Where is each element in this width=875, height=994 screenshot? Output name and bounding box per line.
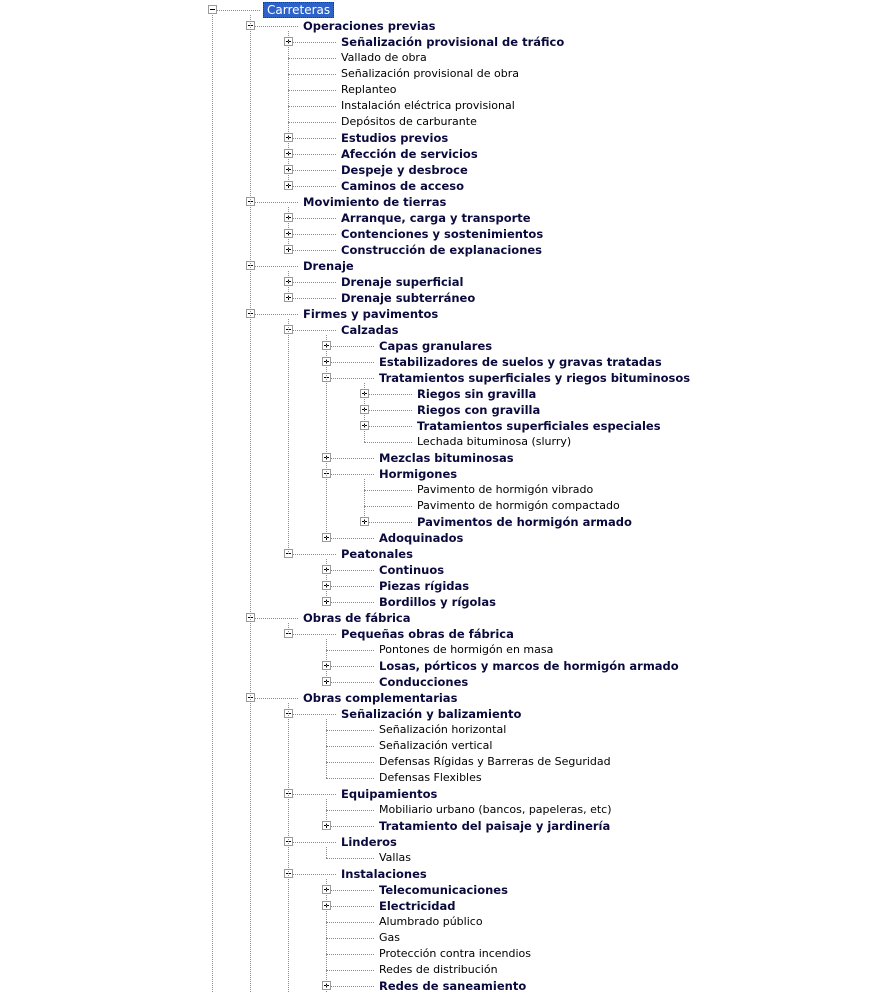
tree-node-pavimento-de-hormigon-vibrado[interactable] bbox=[0, 482, 875, 498]
tree-connector bbox=[293, 554, 336, 555]
tree-connector bbox=[288, 74, 336, 75]
tree-connector bbox=[369, 522, 412, 523]
tree-node-label[interactable]: Replanteo bbox=[341, 83, 397, 96]
tree-node-tratamientos-superficiales-especiales[interactable] bbox=[0, 418, 875, 434]
tree-connector bbox=[293, 298, 336, 299]
tree-connector bbox=[293, 874, 336, 875]
tree-node-equipamientos[interactable] bbox=[0, 786, 875, 802]
tree-vertical-connector bbox=[326, 879, 327, 992]
tree-node-label[interactable]: Gas bbox=[379, 931, 400, 944]
tree-node-peatonales[interactable] bbox=[0, 546, 875, 562]
tree-connector bbox=[293, 138, 336, 139]
tree-connector bbox=[293, 170, 336, 171]
tree-node-label[interactable]: Pequeñas obras de fábrica bbox=[341, 627, 514, 641]
tree-node-capas-granulares[interactable] bbox=[0, 338, 875, 354]
tree-connector bbox=[293, 42, 336, 43]
tree-node-label[interactable]: Riegos con gravilla bbox=[417, 403, 541, 417]
tree-node-defensas-flexibles[interactable] bbox=[0, 770, 875, 786]
tree-connector bbox=[255, 266, 298, 267]
tree-node-label[interactable]: Bordillos y rígolas bbox=[379, 595, 496, 609]
tree-node-label[interactable]: Pontones de hormigón en masa bbox=[379, 643, 554, 656]
tree-connector bbox=[326, 858, 374, 859]
tree-node-label[interactable]: Señalización vertical bbox=[379, 739, 493, 752]
tree-vertical-connector bbox=[364, 479, 365, 522]
tree-node-label[interactable]: Equipamientos bbox=[341, 787, 438, 801]
tree-vertical-connector bbox=[326, 335, 327, 538]
tree-node-pequenas-obras-de-fabrica[interactable] bbox=[0, 626, 875, 642]
tree-node-label[interactable]: Piezas rígidas bbox=[379, 579, 470, 593]
tree-node-firmes-y-pavimentos[interactable] bbox=[0, 306, 875, 322]
tree-connector bbox=[293, 218, 336, 219]
tree-connector bbox=[288, 122, 336, 123]
tree-node-label[interactable]: Obras de fábrica bbox=[303, 611, 411, 625]
tree-connector bbox=[331, 586, 374, 587]
tree-node-continuos[interactable] bbox=[0, 562, 875, 578]
tree-connector bbox=[369, 426, 412, 427]
tree-node-label[interactable]: Pavimento de hormigón compactado bbox=[417, 499, 620, 512]
tree-connector bbox=[255, 618, 298, 619]
tree-node-label[interactable]: Movimiento de tierras bbox=[303, 195, 447, 209]
tree-node-label[interactable]: Losas, pórticos y marcos de hormigón armado bbox=[379, 659, 679, 673]
tree-node-label[interactable]: Obras complementarias bbox=[303, 691, 458, 705]
tree-node-hormigones[interactable] bbox=[0, 466, 875, 482]
tree-node-label[interactable]: Linderos bbox=[341, 835, 397, 849]
tree-node-drenaje[interactable] bbox=[0, 258, 875, 274]
tree-node-gas[interactable] bbox=[0, 930, 875, 946]
tree-connector bbox=[326, 762, 374, 763]
tree-vertical-connector bbox=[326, 559, 327, 602]
tree-node-calzadas[interactable] bbox=[0, 322, 875, 338]
tree-node-losas-porticos-y-marcos-de-hormigon-armado[interactable] bbox=[0, 658, 875, 674]
tree-vertical-connector bbox=[288, 207, 289, 250]
tree-connector bbox=[288, 58, 336, 59]
tree-node-label[interactable]: Alumbrado público bbox=[379, 915, 483, 928]
tree-node-label[interactable]: Afección de servicios bbox=[341, 147, 478, 161]
tree-node-riegos-con-gravilla[interactable] bbox=[0, 402, 875, 418]
collapse-minus-icon[interactable] bbox=[208, 5, 217, 14]
tree-node-label[interactable]: Drenaje bbox=[303, 259, 354, 273]
tree-node-label[interactable]: Estudios previos bbox=[341, 131, 449, 145]
tree-node-label[interactable]: Carreteras bbox=[263, 2, 334, 18]
tree-node-label[interactable]: Tratamientos superficiales y riegos bituminosos bbox=[379, 371, 691, 385]
tree-node-label[interactable]: Riegos sin gravilla bbox=[417, 387, 537, 401]
tree-connector bbox=[288, 90, 336, 91]
tree-connector bbox=[326, 650, 374, 651]
tree-node-lechada-bituminosa-slurry[interactable] bbox=[0, 434, 875, 450]
tree-node-label[interactable]: Defensas Rígidas y Barreras de Seguridad bbox=[379, 755, 611, 768]
tree-node-label[interactable]: Tratamientos superficiales especiales bbox=[417, 419, 661, 433]
tree-node-pavimentos-de-hormigon-armado[interactable] bbox=[0, 514, 875, 530]
tree-connector bbox=[331, 570, 374, 571]
tree-node-instalaciones[interactable] bbox=[0, 866, 875, 882]
tree-connector bbox=[288, 106, 336, 107]
tree-node-label[interactable]: Señalización provisional de tráfico bbox=[341, 35, 565, 49]
tree-connector bbox=[364, 506, 412, 507]
tree-node-label[interactable]: Señalización horizontal bbox=[379, 723, 507, 736]
tree-node-vallas[interactable] bbox=[0, 850, 875, 866]
tree-node-label[interactable]: Redes de saneamiento bbox=[379, 979, 527, 993]
tree-node-mobiliario-urbano-bancos-papeleras-etc[interactable] bbox=[0, 802, 875, 818]
tree-vertical-connector bbox=[326, 719, 327, 778]
tree-node-label[interactable]: Vallado de obra bbox=[341, 51, 427, 64]
tree-node-operaciones-previas[interactable] bbox=[0, 18, 875, 34]
tree-node-label[interactable]: Arranque, carga y transporte bbox=[341, 211, 531, 225]
tree-node-label[interactable]: Capas granulares bbox=[379, 339, 493, 353]
tree-node-label[interactable]: Mezclas bituminosas bbox=[379, 451, 514, 465]
tree-connector bbox=[331, 602, 374, 603]
tree-node-label[interactable]: Calzadas bbox=[341, 323, 399, 337]
tree-connector bbox=[255, 698, 298, 699]
tree-connector bbox=[331, 986, 374, 987]
tree-node-label[interactable]: Continuos bbox=[379, 563, 445, 577]
tree-node-label[interactable]: Peatonales bbox=[341, 547, 413, 561]
tree-connector bbox=[293, 154, 336, 155]
tree-node-telecomunicaciones[interactable] bbox=[0, 882, 875, 898]
tree-node-pavimento-de-hormigon-compactado[interactable] bbox=[0, 498, 875, 514]
tree-node-obras-complementarias[interactable] bbox=[0, 690, 875, 706]
tree-connector bbox=[331, 538, 374, 539]
tree-node-label[interactable]: Señalización provisional de obra bbox=[341, 67, 519, 80]
tree-connector bbox=[331, 458, 374, 459]
tree-node-label[interactable]: Conducciones bbox=[379, 675, 469, 689]
tree-connector bbox=[293, 282, 336, 283]
tree-connector bbox=[326, 970, 374, 971]
tree-node-vallado-de-obra[interactable] bbox=[0, 50, 875, 66]
tree-node-piezas-rigidas[interactable] bbox=[0, 578, 875, 594]
tree-vertical-connector bbox=[288, 319, 289, 554]
tree-node-carreteras[interactable] bbox=[0, 2, 875, 18]
tree-node-label[interactable]: Construcción de explanaciones bbox=[341, 243, 543, 257]
tree-node-afeccion-de-servicios[interactable] bbox=[0, 146, 875, 162]
tree-vertical-connector bbox=[288, 623, 289, 634]
tree-connector bbox=[293, 234, 336, 235]
tree-node-label[interactable]: Defensas Flexibles bbox=[379, 771, 482, 784]
tree-connector bbox=[331, 666, 374, 667]
tree-vertical-connector bbox=[288, 31, 289, 186]
tree-connector bbox=[331, 906, 374, 907]
tree-node-linderos[interactable] bbox=[0, 834, 875, 850]
tree-node-replanteo[interactable] bbox=[0, 82, 875, 98]
tree-connector bbox=[331, 826, 374, 827]
tree-node-label[interactable]: Caminos de acceso bbox=[341, 179, 465, 193]
tree-node-label[interactable]: Hormigones bbox=[379, 467, 458, 481]
tree-vertical-connector bbox=[326, 639, 327, 682]
tree-node-estabilizadores-de-suelos-y-gravas-tratadas[interactable] bbox=[0, 354, 875, 370]
tree-node-riegos-sin-gravilla[interactable] bbox=[0, 386, 875, 402]
tree-node-label[interactable]: Pavimentos de hormigón armado bbox=[417, 515, 632, 529]
tree-node-arranque-carga-y-transporte[interactable] bbox=[0, 210, 875, 226]
tree-connector bbox=[255, 202, 298, 203]
tree-node-contenciones-y-sostenimientos[interactable] bbox=[0, 226, 875, 242]
tree-node-conducciones[interactable] bbox=[0, 674, 875, 690]
tree-node-label[interactable]: Telecomunicaciones bbox=[379, 883, 508, 897]
tree-node-caminos-de-acceso[interactable] bbox=[0, 178, 875, 194]
tree-node-despeje-y-desbroce[interactable] bbox=[0, 162, 875, 178]
tree-connector bbox=[293, 330, 336, 331]
tree-vertical-connector bbox=[288, 703, 289, 992]
tree-node-proteccion-contra-incendios[interactable] bbox=[0, 946, 875, 962]
tree-node-label[interactable]: Señalización y balizamiento bbox=[341, 707, 522, 721]
tree-node-label[interactable]: Electricidad bbox=[379, 899, 456, 913]
tree-node-instalacion-electrica-provisional[interactable] bbox=[0, 98, 875, 114]
tree-node-senalizacion-y-balizamiento[interactable] bbox=[0, 706, 875, 722]
tree-node-pontones-de-hormigon-en-masa[interactable] bbox=[0, 642, 875, 658]
tree-connector bbox=[255, 314, 298, 315]
tree-connector bbox=[364, 442, 412, 443]
tree-node-adoquinados[interactable] bbox=[0, 530, 875, 546]
tree-node-label[interactable]: Estabilizadores de suelos y gravas tratadas bbox=[379, 355, 662, 369]
tree-connector bbox=[326, 730, 374, 731]
tree-node-mezclas-bituminosas[interactable] bbox=[0, 450, 875, 466]
tree-node-senalizacion-provisional-de-obra[interactable] bbox=[0, 66, 875, 82]
tree-node-redes-de-distribucion[interactable] bbox=[0, 962, 875, 978]
tree-node-senalizacion-provisional-de-trafico[interactable] bbox=[0, 34, 875, 50]
tree-node-label[interactable]: Drenaje superficial bbox=[341, 275, 464, 289]
tree-node-movimiento-de-tierras[interactable] bbox=[0, 194, 875, 210]
tree-connector bbox=[331, 474, 374, 475]
tree-node-estudios-previos[interactable] bbox=[0, 130, 875, 146]
tree-node-defensas-rigidas-y-barreras-de-seguridad[interactable] bbox=[0, 754, 875, 770]
tree-node-tratamiento-del-paisaje-y-jardineria[interactable] bbox=[0, 818, 875, 834]
tree-node-label[interactable]: Lechada bituminosa (slurry) bbox=[417, 435, 572, 448]
tree-connector bbox=[364, 490, 412, 491]
tree-node-label[interactable]: Operaciones previas bbox=[303, 19, 436, 33]
tree-node-label[interactable]: Firmes y pavimentos bbox=[303, 307, 439, 321]
tree-node-label[interactable]: Redes de distribución bbox=[379, 963, 498, 976]
tree-connector bbox=[331, 890, 374, 891]
tree-connector bbox=[326, 938, 374, 939]
tree-node-label[interactable]: Depósitos de carburante bbox=[341, 115, 477, 128]
tree-root-connector bbox=[212, 15, 213, 992]
tree-vertical-connector bbox=[326, 799, 327, 826]
tree-node-tratamientos-superficiales-y-riegos-bituminosos[interactable] bbox=[0, 370, 875, 386]
tree-connector bbox=[331, 378, 374, 379]
tree-node-label[interactable]: Vallas bbox=[379, 851, 411, 864]
tree-node-label[interactable]: Contenciones y sostenimientos bbox=[341, 227, 544, 241]
tree-node-label[interactable]: Mobiliario urbano (bancos, papeleras, etc) bbox=[379, 803, 612, 816]
tree-node-obras-de-fabrica[interactable] bbox=[0, 610, 875, 626]
tree-connector bbox=[326, 746, 374, 747]
tree-node-drenaje-superficial[interactable] bbox=[0, 274, 875, 290]
tree-vertical-connector bbox=[364, 383, 365, 442]
tree-vertical-connector bbox=[326, 847, 327, 858]
tree-connector bbox=[293, 794, 336, 795]
tree-node-label[interactable]: Tratamiento del paisaje y jardinería bbox=[379, 819, 611, 833]
tree-node-construccion-de-explanaciones[interactable] bbox=[0, 242, 875, 258]
tree-connector bbox=[326, 810, 374, 811]
tree-node-label[interactable]: Pavimento de hormigón vibrado bbox=[417, 483, 594, 496]
tree-connector bbox=[293, 634, 336, 635]
tree-connector bbox=[293, 842, 336, 843]
tree-vertical-connector bbox=[250, 15, 251, 992]
tree-node-alumbrado-publico[interactable] bbox=[0, 914, 875, 930]
tree-connector bbox=[369, 410, 412, 411]
tree-node-senalizacion-horizontal[interactable] bbox=[0, 722, 875, 738]
tree-vertical-connector bbox=[288, 271, 289, 298]
tree-node-label[interactable]: Instalación eléctrica provisional bbox=[341, 99, 515, 112]
tree-connector bbox=[331, 682, 374, 683]
tree-connector bbox=[326, 954, 374, 955]
tree-connector bbox=[331, 346, 374, 347]
tree-node-electricidad[interactable] bbox=[0, 898, 875, 914]
tree-node-label[interactable]: Protección contra incendios bbox=[379, 947, 532, 960]
tree-connector bbox=[326, 778, 374, 779]
tree-node-label[interactable]: Despeje y desbroce bbox=[341, 163, 468, 177]
tree-connector bbox=[293, 714, 336, 715]
tree-node-label[interactable]: Adoquinados bbox=[379, 531, 464, 545]
tree-node-label[interactable]: Drenaje subterráneo bbox=[341, 291, 476, 305]
tree-connector bbox=[331, 362, 374, 363]
tree-node-senalizacion-vertical[interactable] bbox=[0, 738, 875, 754]
tree-connector bbox=[326, 922, 374, 923]
tree-connector bbox=[255, 26, 298, 27]
tree-connector bbox=[293, 186, 336, 187]
tree-connector bbox=[369, 394, 412, 395]
tree-connector bbox=[217, 10, 260, 11]
tree-node-drenaje-subterraneo[interactable] bbox=[0, 290, 875, 306]
tree-node-label[interactable]: Instalaciones bbox=[341, 867, 427, 881]
tree-node-bordillos-y-rigolas[interactable] bbox=[0, 594, 875, 610]
tree-connector bbox=[293, 250, 336, 251]
tree-node-depositos-de-carburante[interactable] bbox=[0, 114, 875, 130]
